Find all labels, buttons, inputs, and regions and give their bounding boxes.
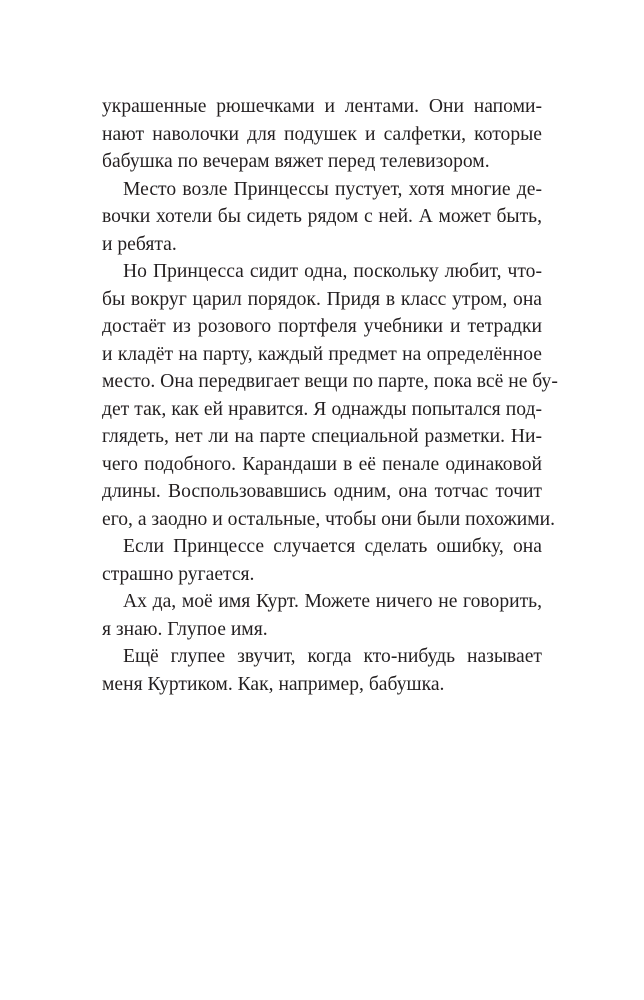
text-line: чего подобного. Карандаши в её пенале одинаковой: [102, 453, 542, 475]
text-line: меня Куртиком. Как, например, бабушка.: [102, 673, 445, 695]
paragraph-2: [102, 176, 542, 259]
text-line: я знаю. Глупое имя.: [102, 618, 268, 640]
text-line: и ребята.: [102, 233, 177, 255]
text-line: достаёт из розового портфеля учебники и тетрадки: [102, 316, 542, 337]
text-line: нают наволочки для подушек и салфетки, которые: [102, 123, 542, 145]
text-line: место. Она передвигает вещи по парте, пока всё не бу-: [102, 371, 558, 392]
text-line: Ещё глупее звучит, когда кто-нибудь называет: [123, 646, 542, 667]
text-line: и кладёт на парту, каждый предмет на определённое: [102, 343, 542, 365]
text-line: Место возле Принцессы пустует, хотя многие де-: [123, 178, 542, 200]
paragraph-5: [102, 588, 542, 643]
text-line: бы вокруг царил порядок. Придя в класс утром, она: [102, 288, 542, 310]
body-text: [102, 93, 558, 698]
text-line: украшенные рюшечками и лентами. Они напоми-: [102, 96, 542, 117]
text-line: его, а заодно и остальные, чтобы они были похожими.: [102, 508, 556, 530]
paragraph-3: [102, 258, 558, 533]
text-line: вочки хотели бы сидеть рядом с ней. А может быть,: [102, 206, 542, 227]
text-line: Но Принцесса сидит одна, поскольку любит, что-: [123, 261, 542, 282]
text-line: длины. Воспользовавшись одним, она тотчас точит: [102, 481, 542, 502]
paragraph-6: [102, 643, 542, 698]
text-line: бабушка по вечерам вяжет перед телевизором.: [102, 151, 490, 172]
paragraph-1: [102, 93, 542, 176]
paragraph-4: [102, 533, 542, 588]
text-line: Если Принцессе случается сделать ошибку, она: [123, 536, 542, 557]
text-line: дет так, как ей нравится. Я однажды попытался под-: [102, 398, 542, 420]
text-line: глядеть, нет ли на парте специальной разметки. Ни-: [102, 426, 542, 447]
text-line: страшно ругается.: [102, 563, 255, 585]
text-line: Ах да, моё имя Курт. Можете ничего не говорить,: [123, 591, 542, 612]
